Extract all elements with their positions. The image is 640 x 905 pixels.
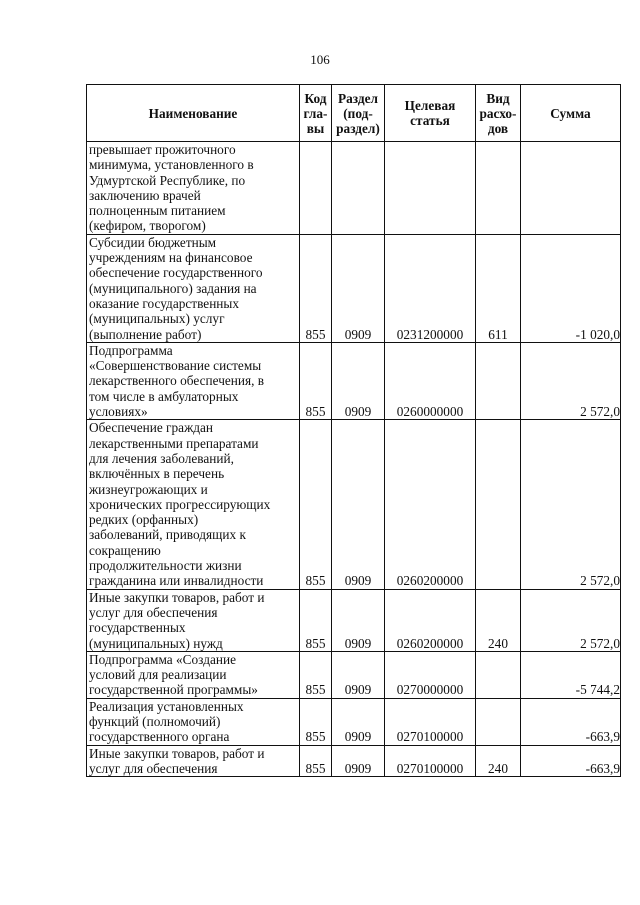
row-kod: 855 — [300, 589, 332, 651]
row-name-line: жизнеугрожающих и — [89, 481, 208, 497]
row-vid — [476, 698, 521, 745]
row-vid — [476, 651, 521, 698]
row-name-line: для лечения заболеваний, — [89, 450, 234, 466]
header-kod-line: вы — [306, 120, 325, 136]
row-name-line: (выполнение работ) — [89, 326, 202, 342]
row-name-line: Удмуртской Республике, по — [89, 172, 246, 188]
header-kod — [300, 85, 332, 142]
table-row — [87, 420, 621, 589]
row-kod: 855 — [300, 342, 332, 419]
budget-table — [86, 84, 621, 777]
row-name-line: лекарственными препаратами — [89, 435, 259, 451]
row-name — [87, 651, 300, 698]
row-razdel: 0909 — [332, 651, 385, 698]
row-vid — [476, 420, 521, 589]
row-name-line: (кефиром, творогом) — [89, 218, 206, 234]
row-statya: 0260200000 — [385, 420, 476, 589]
row-vid: 611 — [476, 234, 521, 342]
row-kod: 855 — [300, 745, 332, 777]
header-statya — [385, 85, 476, 142]
row-razdel: 0909 — [332, 745, 385, 777]
header-kod-line: Код — [304, 90, 327, 106]
row-kod: 855 — [300, 234, 332, 342]
row-statya: 0270100000 — [385, 745, 476, 777]
row-name-line: функций (полномочий) — [89, 713, 221, 729]
table-row — [87, 142, 621, 235]
row-name-line: превышает прожиточного — [89, 142, 236, 157]
header-statya-line: Целевая — [404, 98, 456, 113]
row-name-line: государственной программы» — [89, 682, 258, 698]
row-kod: 855 — [300, 420, 332, 589]
row-statya — [385, 142, 476, 235]
row-razdel: 0909 — [332, 698, 385, 745]
header-razdel-line: Раздел — [338, 90, 378, 106]
row-vid — [476, 342, 521, 419]
row-summa: 2 572,0 — [521, 342, 621, 419]
row-name-line: сокращению — [89, 542, 161, 558]
row-name-line: Реализация установленных — [89, 698, 244, 714]
row-name-line: (муниципальных) услуг — [89, 311, 225, 327]
table-row — [87, 745, 621, 777]
row-name — [87, 745, 300, 777]
row-name-line: продолжительности жизни — [89, 558, 242, 574]
row-name-line: оказание государственных — [89, 295, 240, 311]
row-name-line: услуг для обеспечения — [89, 604, 218, 620]
row-name — [87, 420, 300, 589]
row-name-line: хронических прогрессирующих — [89, 496, 271, 512]
row-statya: 0260200000 — [385, 589, 476, 651]
row-name-line: заболеваний, приводящих к — [89, 527, 246, 543]
row-name-line: учреждениям на финансовое — [89, 250, 253, 266]
row-statya: 0260000000 — [385, 342, 476, 419]
row-statya: 0231200000 — [385, 234, 476, 342]
row-name-line: обеспечение государственного — [89, 265, 263, 281]
row-summa — [521, 142, 621, 235]
row-name-line: Подпрограмма «Создание — [89, 651, 236, 667]
row-summa: -663,9 — [521, 698, 621, 745]
header-razdel-line: (под- — [343, 105, 373, 121]
row-name-line: государственных — [89, 620, 186, 636]
header-row — [87, 85, 621, 142]
header-vid — [476, 85, 521, 142]
row-name-line: Обеспечение граждан — [89, 420, 214, 436]
row-kod: 855 — [300, 698, 332, 745]
row-name-line: Иные закупки товаров, работ и — [89, 745, 265, 761]
row-vid: 240 — [476, 589, 521, 651]
row-name-line: том числе в амбулаторных — [89, 388, 239, 404]
table-row — [87, 589, 621, 651]
row-name-line: полноценным питанием — [89, 203, 226, 219]
row-name-line: Подпрограмма — [89, 342, 173, 358]
header-kod-line: гла- — [303, 105, 328, 121]
row-summa: 2 572,0 — [521, 420, 621, 589]
header-vid-line: расхо- — [479, 105, 517, 121]
row-name — [87, 342, 300, 419]
row-razdel: 0909 — [332, 589, 385, 651]
table-row — [87, 234, 621, 342]
header-name: Наименование — [87, 85, 300, 142]
row-statya: 0270100000 — [385, 698, 476, 745]
row-name — [87, 142, 300, 235]
row-name — [87, 234, 300, 342]
table-row — [87, 651, 621, 698]
row-vid — [476, 142, 521, 235]
row-name-line: «Совершенствование системы — [89, 358, 262, 374]
row-razdel: 0909 — [332, 234, 385, 342]
row-name-line: лекарственного обеспечения, в — [89, 373, 265, 389]
row-name-line: условиях» — [89, 404, 148, 420]
row-name-line: редких (орфанных) — [89, 512, 199, 528]
row-vid: 240 — [476, 745, 521, 777]
row-name-line: минимума, установленного в — [89, 157, 254, 173]
header-summa: Сумма — [521, 85, 621, 142]
row-kod — [300, 142, 332, 235]
row-summa: -1 020,0 — [521, 234, 621, 342]
row-name — [87, 589, 300, 651]
row-razdel: 0909 — [332, 420, 385, 589]
table-row — [87, 698, 621, 745]
table-row — [87, 342, 621, 419]
row-summa: -5 744,2 — [521, 651, 621, 698]
row-name-line: государственного органа — [89, 729, 230, 745]
row-name-line: Иные закупки товаров, работ и — [89, 589, 265, 605]
row-kod: 855 — [300, 651, 332, 698]
row-razdel — [332, 142, 385, 235]
row-name-line: (муниципальных) нужд — [89, 635, 223, 651]
row-name-line: заключению врачей — [89, 187, 201, 203]
row-summa: 2 572,0 — [521, 589, 621, 651]
row-name-line: Субсидии бюджетным — [89, 234, 217, 250]
header-statya-line: статья — [410, 113, 450, 128]
row-name-line: услуг для обеспечения — [89, 760, 218, 776]
header-razdel-line: раздел) — [336, 120, 380, 136]
row-statya: 0270000000 — [385, 651, 476, 698]
row-name-line: (муниципального) задания на — [89, 280, 257, 296]
row-summa: -663,9 — [521, 745, 621, 777]
header-vid-line: Вид — [486, 90, 510, 106]
row-razdel: 0909 — [332, 342, 385, 419]
row-name-line: гражданина или инвалидности — [89, 573, 264, 589]
row-name-line: включённых в перечень — [89, 466, 225, 482]
header-razdel — [332, 85, 385, 142]
header-vid-line: дов — [487, 120, 509, 136]
row-name-line: условий для реализации — [89, 667, 227, 683]
page-number: 106 — [310, 52, 330, 67]
row-name — [87, 698, 300, 745]
